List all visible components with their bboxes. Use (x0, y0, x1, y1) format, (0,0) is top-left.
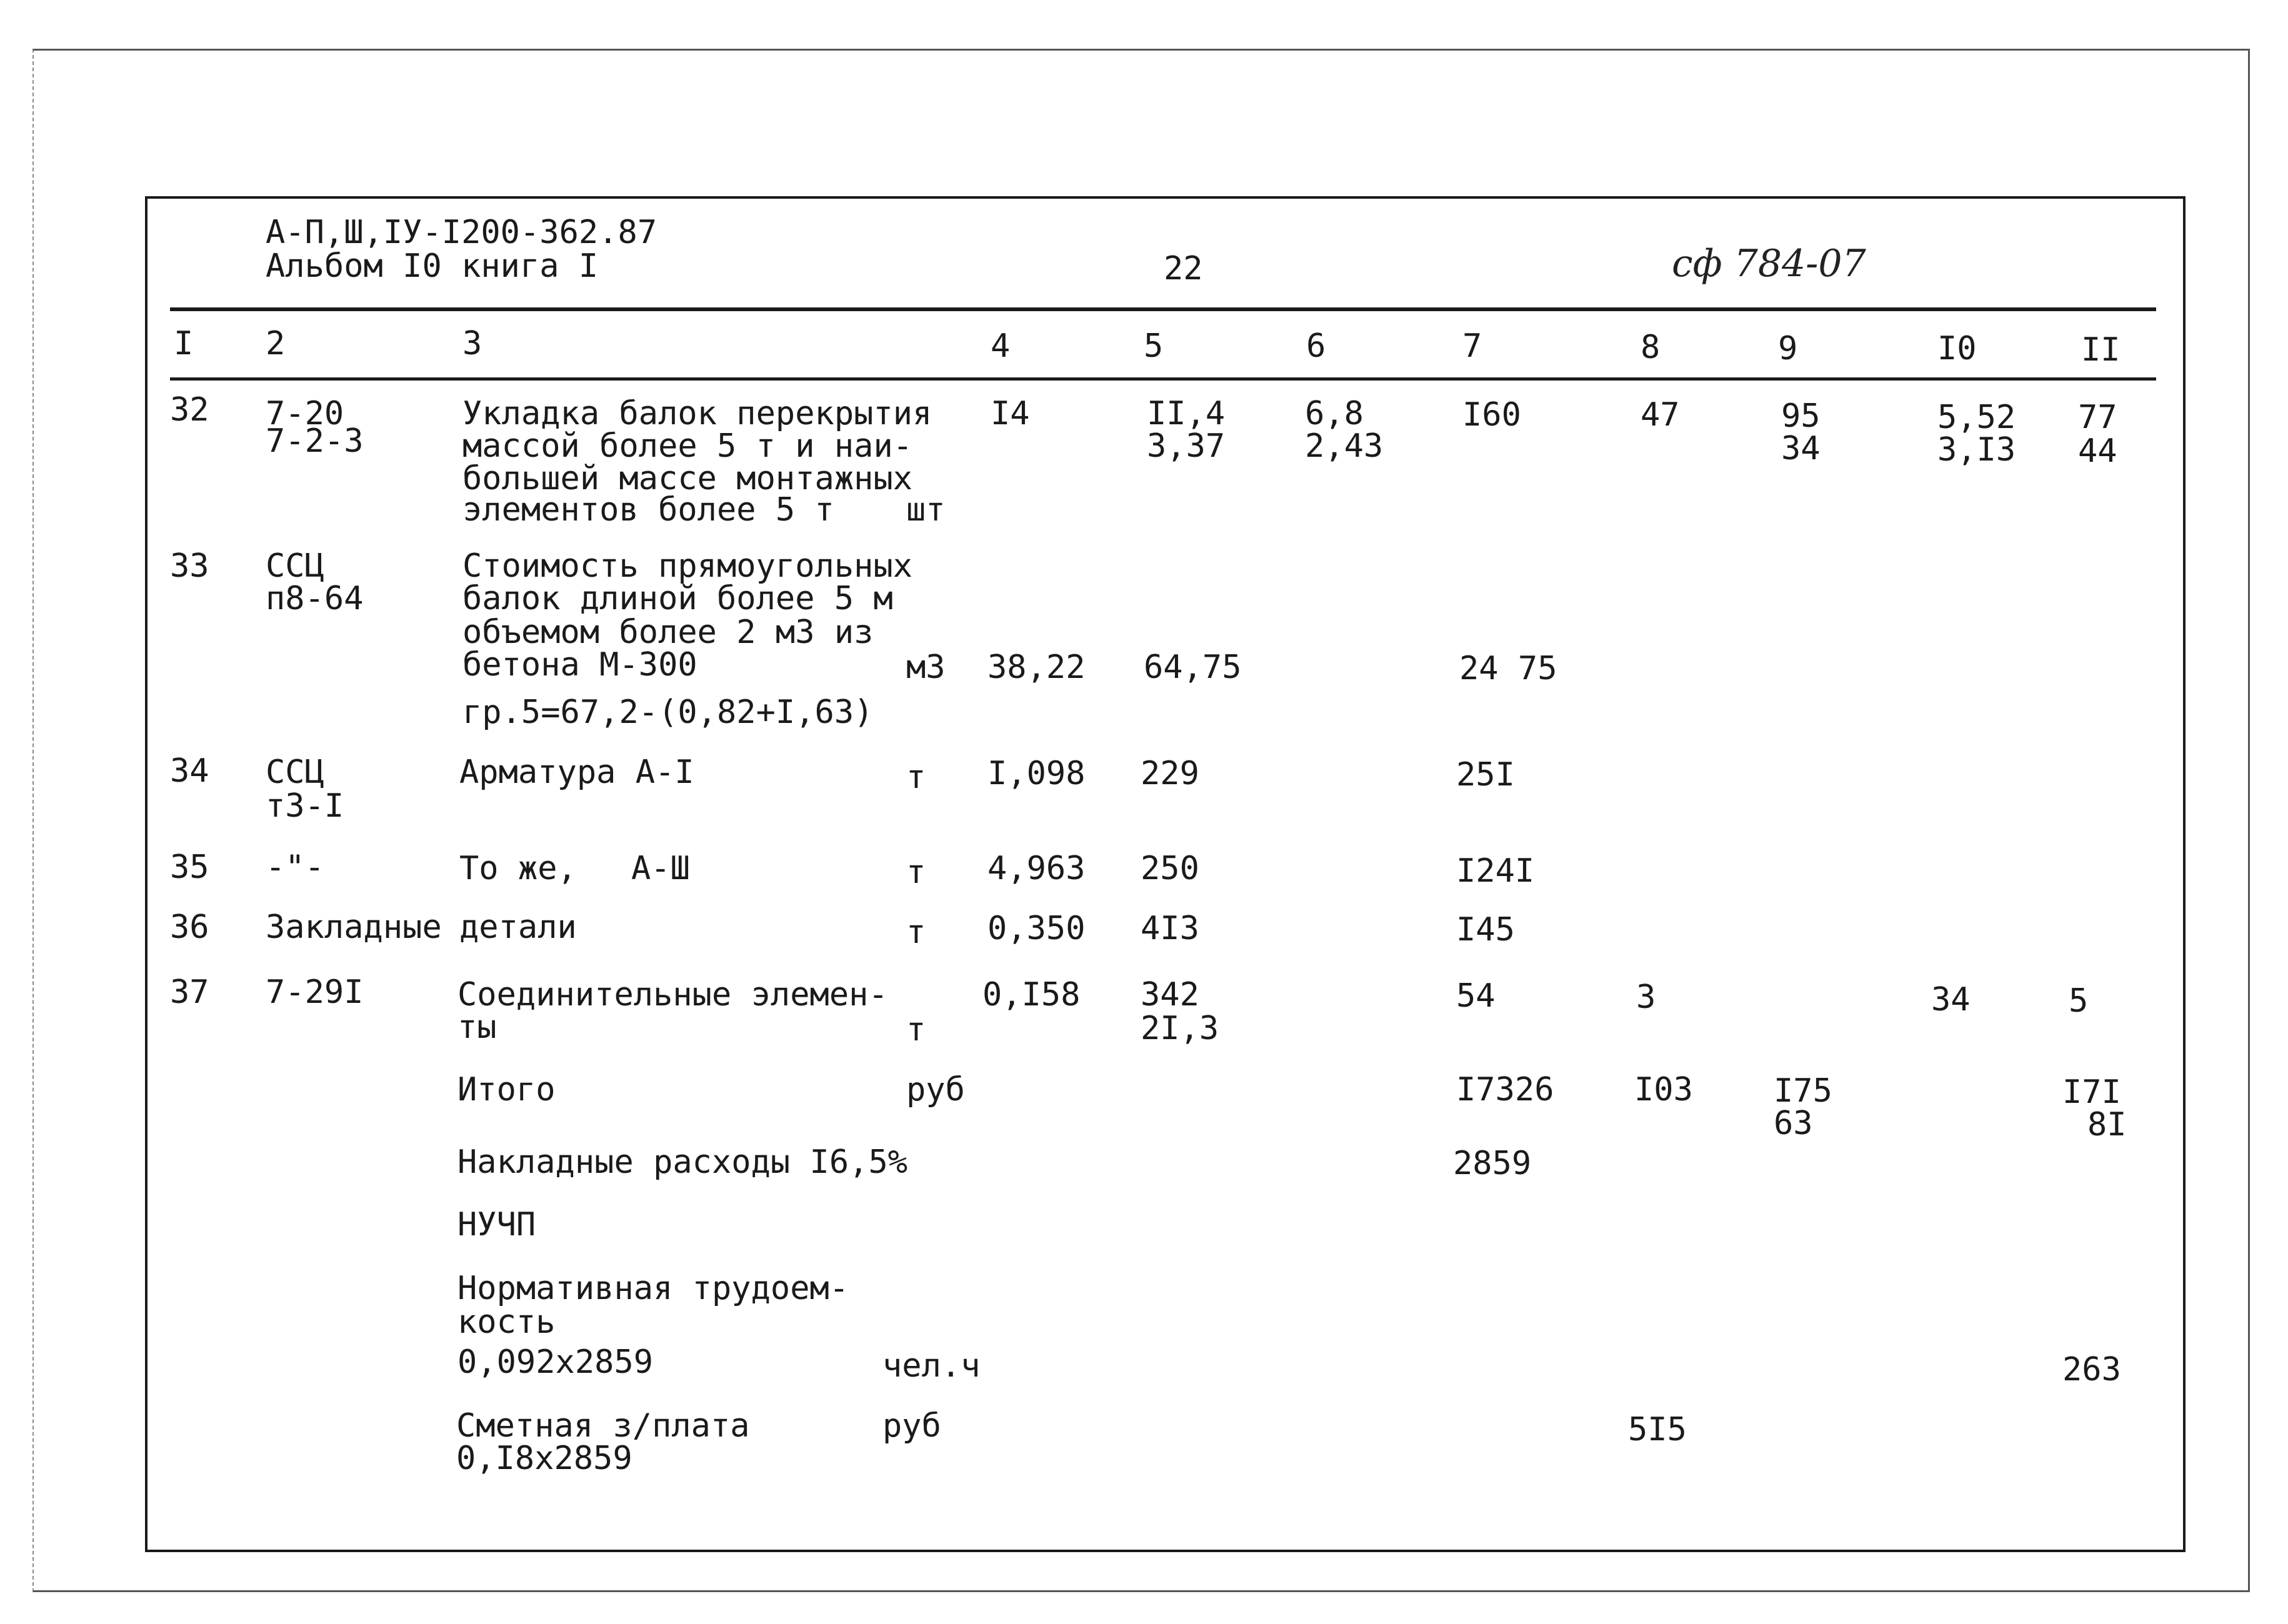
row35-c5: 250 (1141, 850, 1199, 887)
labor-line-3: 0,092х2859 (457, 1343, 654, 1381)
row32-c7: I60 (1462, 396, 1521, 434)
itogo-unit: руб (906, 1071, 965, 1108)
row35-qty: 4,963 (987, 850, 1086, 887)
labor-c11: 263 (2062, 1351, 2121, 1388)
labor-line-1: Нормативная трудоем- (457, 1270, 849, 1307)
row32-code-1: 7-20 (266, 395, 344, 432)
row32-c10-1: 5,52 (1937, 399, 2016, 436)
row32-c11-1: 77 (2078, 399, 2117, 436)
row32-c8: 47 (1641, 396, 1680, 434)
row33-code-1: ССЦ (266, 547, 324, 585)
row37-unit: т (906, 1011, 926, 1049)
wage-unit: руб (882, 1407, 941, 1445)
row33-desc-2: балок длиной более 5 м (462, 580, 893, 617)
itogo-c8: I03 (1634, 1071, 1693, 1108)
col-header-8: 8 (1641, 329, 1661, 366)
row32-c9-2: 34 (1781, 430, 1821, 467)
row32-desc-2: массой более 5 т и наи- (462, 427, 913, 465)
row32-c9-1: 95 (1781, 397, 1821, 435)
row36-qty: 0,350 (987, 910, 1086, 947)
row37-c5-2: 2I,3 (1141, 1010, 1219, 1047)
row33-code-2: п8-64 (266, 580, 364, 617)
labor-line-2: кость (457, 1303, 556, 1341)
row36-no: 36 (170, 909, 209, 946)
row32-code-2: 7-2-3 (266, 422, 364, 460)
row32-desc-1: Укладка балок перекрытия (462, 395, 932, 432)
row33-c5: 64,75 (1144, 649, 1242, 686)
row32-desc-3: большей массе монтажных (462, 460, 913, 497)
wage-line-2: 0,I8х2859 (456, 1440, 632, 1477)
row34-qty: I,098 (987, 755, 1086, 792)
handwritten-stamp: сф 784-07 (1672, 242, 1866, 286)
col-header-6: 6 (1306, 327, 1326, 365)
row35-no: 35 (170, 849, 209, 886)
row37-qty: 0,I58 (982, 976, 1081, 1014)
wage-c8: 5I5 (1628, 1411, 1687, 1448)
row34-c7: 25I (1456, 756, 1515, 794)
overhead-label: Накладные расходы I6,5% (457, 1143, 908, 1181)
row37-c10: 34 (1931, 981, 1971, 1019)
row33-desc-1: Стоимость прямоугольных (462, 547, 913, 585)
row32-desc-4: элементов более 5 т (462, 491, 834, 529)
itogo-c9-1: I75 (1774, 1072, 1832, 1110)
row34-code-2: т3-I (266, 787, 344, 825)
row32-c11-2: 44 (2078, 432, 2117, 470)
itogo-c7: I7326 (1456, 1071, 1554, 1108)
wage-line-1: Сметная з/плата (456, 1407, 750, 1445)
row33-c7: 24 75 (1459, 650, 1557, 687)
row34-desc: Арматура А-I (459, 754, 694, 791)
col-header-9: 9 (1778, 330, 1798, 367)
row37-c11: 5 (2069, 982, 2089, 1020)
row34-c5: 229 (1141, 755, 1199, 792)
header-rule-top (170, 307, 2156, 311)
row35-c7: I24I (1456, 852, 1535, 890)
row32-c5-1: II,4 (1147, 395, 1226, 432)
row36-code: Закладные (266, 909, 442, 946)
itogo-c11-1: I7I (2062, 1074, 2121, 1111)
nuchp-label: НУЧП (457, 1206, 536, 1243)
overhead-c7: 2859 (1453, 1145, 1532, 1182)
row32-c5-2: 3,37 (1147, 427, 1226, 465)
row37-c5-1: 342 (1141, 976, 1199, 1014)
col-header-4: 4 (991, 327, 1011, 365)
itogo-label: Итого (457, 1071, 556, 1108)
row33-desc-5: гр.5=67,2-(0,82+I,63) (462, 694, 874, 731)
row33-unit: м3 (906, 649, 946, 686)
itogo-c9-2: 63 (1774, 1105, 1813, 1142)
row35-desc-2: А-Ш (631, 850, 690, 887)
row33-no: 33 (170, 547, 209, 585)
header-rule-bottom (170, 377, 2156, 381)
row36-unit: т (906, 914, 926, 951)
row32-unit: шт (906, 491, 946, 529)
row37-c7: 54 (1456, 977, 1496, 1015)
row32-c6-1: 6,8 (1305, 395, 1364, 432)
row34-code-1: ССЦ (266, 754, 324, 791)
row32-no: 32 (170, 391, 209, 429)
row36-desc: детали (459, 909, 577, 946)
row35-code: -"- (266, 849, 324, 886)
row37-desc-1: Соединительные элемен- (457, 976, 888, 1014)
col-header-5: 5 (1144, 327, 1164, 365)
labor-unit: чел.ч (882, 1347, 981, 1385)
row37-desc-2: ты (457, 1009, 497, 1046)
col-header-7: 7 (1462, 327, 1482, 365)
row37-code: 7-29I (266, 974, 364, 1011)
row37-c8: 3 (1636, 979, 1656, 1016)
row33-qty: 38,22 (987, 649, 1086, 686)
row33-desc-3: объемом более 2 м3 из (462, 614, 874, 651)
row36-c5: 4I3 (1141, 910, 1199, 947)
row37-no: 37 (170, 974, 209, 1011)
row33-desc-4: бетона М-300 (462, 646, 697, 684)
page-number: 22 (1164, 250, 1203, 287)
album-label: Альбом I0 книга I (266, 247, 599, 285)
doc-code: А-П,Ш,IУ-I200-362.87 (266, 214, 657, 251)
row32-qty: I4 (991, 395, 1030, 432)
col-header-1: I (174, 325, 194, 362)
col-header-3: 3 (462, 325, 482, 362)
row34-unit: т (906, 759, 926, 796)
col-header-2: 2 (266, 325, 286, 362)
col-header-11: II (2081, 331, 2121, 369)
row36-c7: I45 (1456, 911, 1515, 949)
row32-c10-2: 3,I3 (1937, 431, 2016, 469)
row35-desc-1: То же, (459, 850, 577, 887)
col-header-10: I0 (1937, 330, 1977, 367)
row32-c6-2: 2,43 (1305, 427, 1384, 465)
row35-unit: т (906, 854, 926, 891)
row34-no: 34 (170, 752, 209, 790)
itogo-c11-2: 8I (2087, 1106, 2127, 1143)
